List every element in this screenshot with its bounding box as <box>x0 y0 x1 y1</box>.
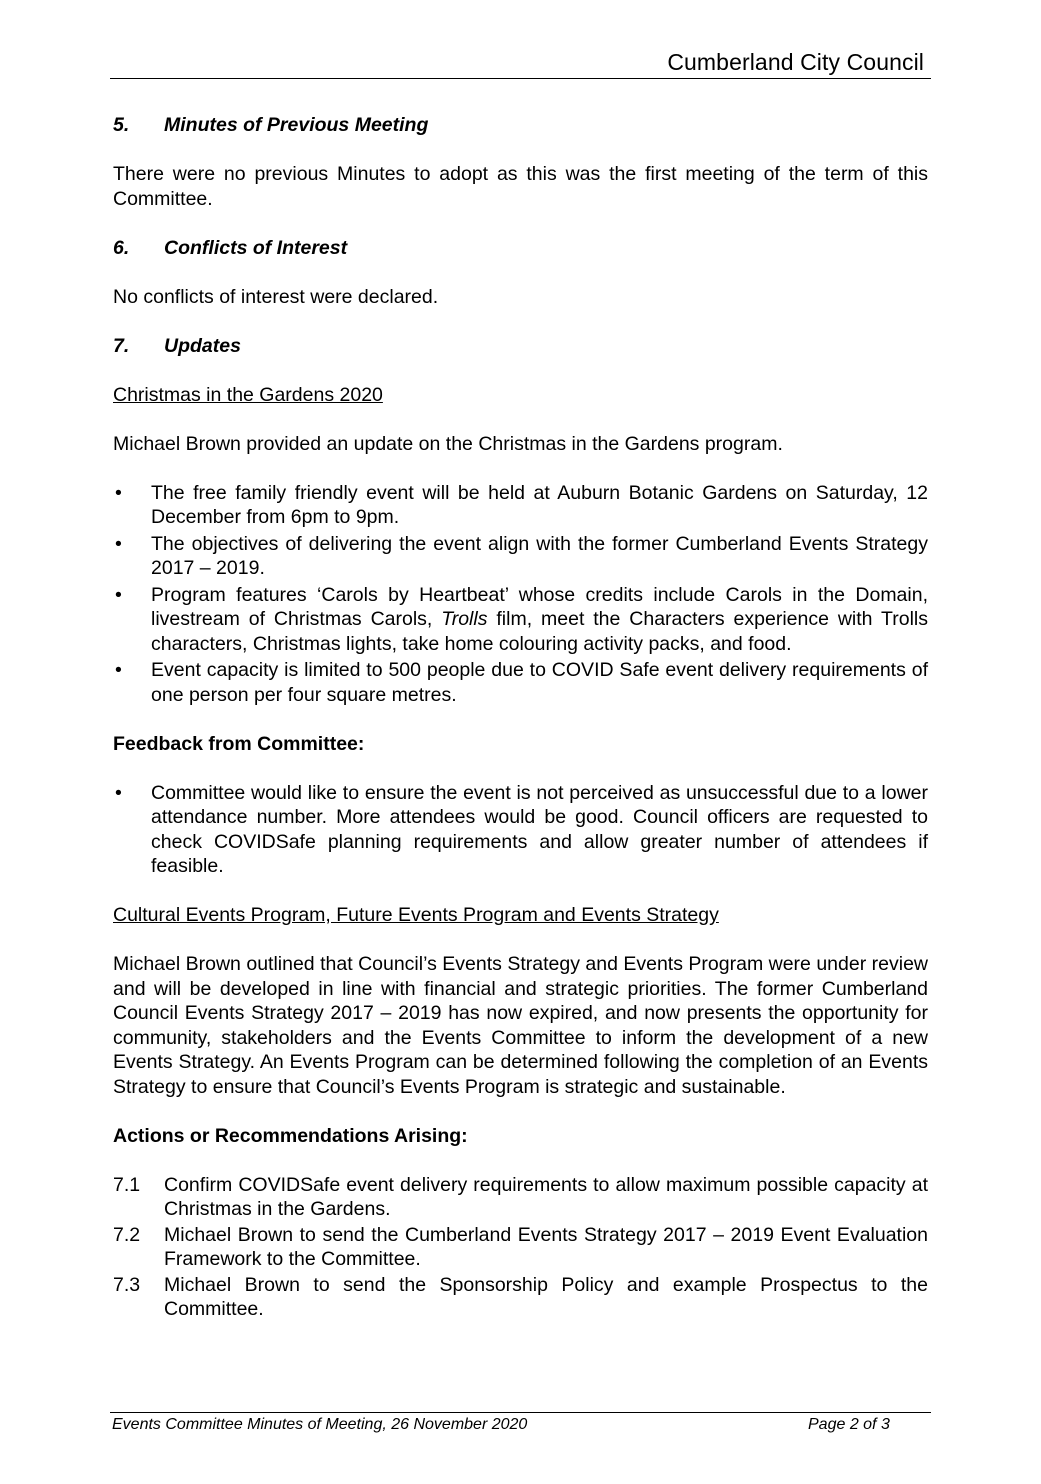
subheading-cultural: Cultural Events Program, Future Events Program and Events Strategy <box>113 904 719 926</box>
list-item-text: The free family friendly event will be held at Auburn Botanic Gardens on Saturday, 12 December from 6pm to 9pm. <box>151 481 928 528</box>
action-number: 7.2 <box>113 1223 141 1246</box>
list-item <box>113 658 928 707</box>
bullet-icon: • <box>115 659 122 681</box>
text-run: Program features ‘Carols by Heartbeat’ whose credits include Carols in the Domain, livestream of Christmas Carols, <box>151 583 928 630</box>
film-title: Trolls <box>441 608 488 630</box>
feedback-bullet-list <box>113 781 928 879</box>
text-run: film, meet the Characters experience with Trolls characters, Christmas lights, take home colouring activity packs, and food. <box>151 608 928 655</box>
action-item <box>113 1273 928 1322</box>
feedback-heading: Feedback from Committee: <box>113 732 365 755</box>
bullet-icon: • <box>115 481 122 504</box>
action-number: 7.3 <box>113 1273 141 1296</box>
section-title: Updates <box>164 334 241 357</box>
header-divider <box>110 78 931 79</box>
action-text: Confirm COVIDSafe event delivery requirements to allow maximum possible capacity at Christmas in the Gardens. <box>164 1173 928 1220</box>
section-heading-5 <box>113 113 928 138</box>
actions-list <box>113 1173 928 1322</box>
section-number: 6. <box>113 236 130 259</box>
action-item <box>113 1173 928 1222</box>
section-number: 7. <box>113 334 130 357</box>
christmas-bullet-list <box>113 481 928 708</box>
section-heading-6 <box>113 236 928 261</box>
action-text: Michael Brown to send the Cumberland Events Strategy 2017 – 2019 Event Evaluation Framework to the Committee. <box>164 1223 928 1270</box>
list-item <box>113 532 928 581</box>
list-item-text: Event capacity is limited to 500 people due to COVID Safe event delivery requirements of one person per four square metres. <box>151 659 928 706</box>
list-item <box>113 781 928 879</box>
document-body <box>113 113 928 1323</box>
section-body-5: There were no previous Minutes to adopt as this was the first meeting of the term of this Committee. <box>113 163 928 210</box>
section-title: Minutes of Previous Meeting <box>164 114 429 136</box>
bullet-icon: • <box>115 532 122 555</box>
action-number: 7.1 <box>113 1173 141 1196</box>
footer-page-number: Page 2 of 3 <box>808 1416 890 1433</box>
bullet-icon: • <box>115 583 122 606</box>
footer-divider <box>110 1412 931 1413</box>
section-heading-7 <box>113 334 928 359</box>
actions-heading: Actions or Recommendations Arising: <box>113 1124 468 1147</box>
footer-meeting-info: Events Committee Minutes of Meeting, 26 November 2020 <box>112 1416 528 1433</box>
list-item <box>113 583 928 657</box>
bullet-icon: • <box>115 781 122 804</box>
action-text: Michael Brown to send the Sponsorship Policy and example Prospectus to the Committee. <box>164 1273 928 1320</box>
list-item-text: The objectives of delivering the event align with the former Cumberland Events Strategy 2017 – 2019. <box>151 532 928 579</box>
list-item <box>113 481 928 530</box>
list-item-text <box>151 584 928 655</box>
header-title: Cumberland City Council <box>667 49 924 75</box>
christmas-intro: Michael Brown provided an update on the Christmas in the Gardens program. <box>113 432 783 455</box>
subheading-christmas: Christmas in the Gardens 2020 <box>113 383 383 406</box>
section-body-6: No conflicts of interest were declared. <box>113 285 439 308</box>
action-item <box>113 1223 928 1272</box>
section-title: Conflicts of Interest <box>164 236 348 259</box>
list-item-text: Committee would like to ensure the event is not perceived as unsuccessful due to a lower attendance number. More attendees would be good. Council officers are requested to check COVIDSafe planning requirements and allow greater number of attendees if feasible. <box>151 781 928 877</box>
section-number: 5. <box>113 114 130 136</box>
cultural-body: Michael Brown outlined that Council’s Events Strategy and Events Program were under review and will be developed in line with financial and strategic priorities. The former Cumberland Council Events Strategy 2017 – 2019 has now expired, and now presents the opportunity for community, stakeholders and the Events Committee to inform the development of a new Events Strategy. An Events Program can be determined following the completion of an Events Strategy to ensure that Council’s Events Program is strategic and sustainable. <box>113 953 928 1098</box>
